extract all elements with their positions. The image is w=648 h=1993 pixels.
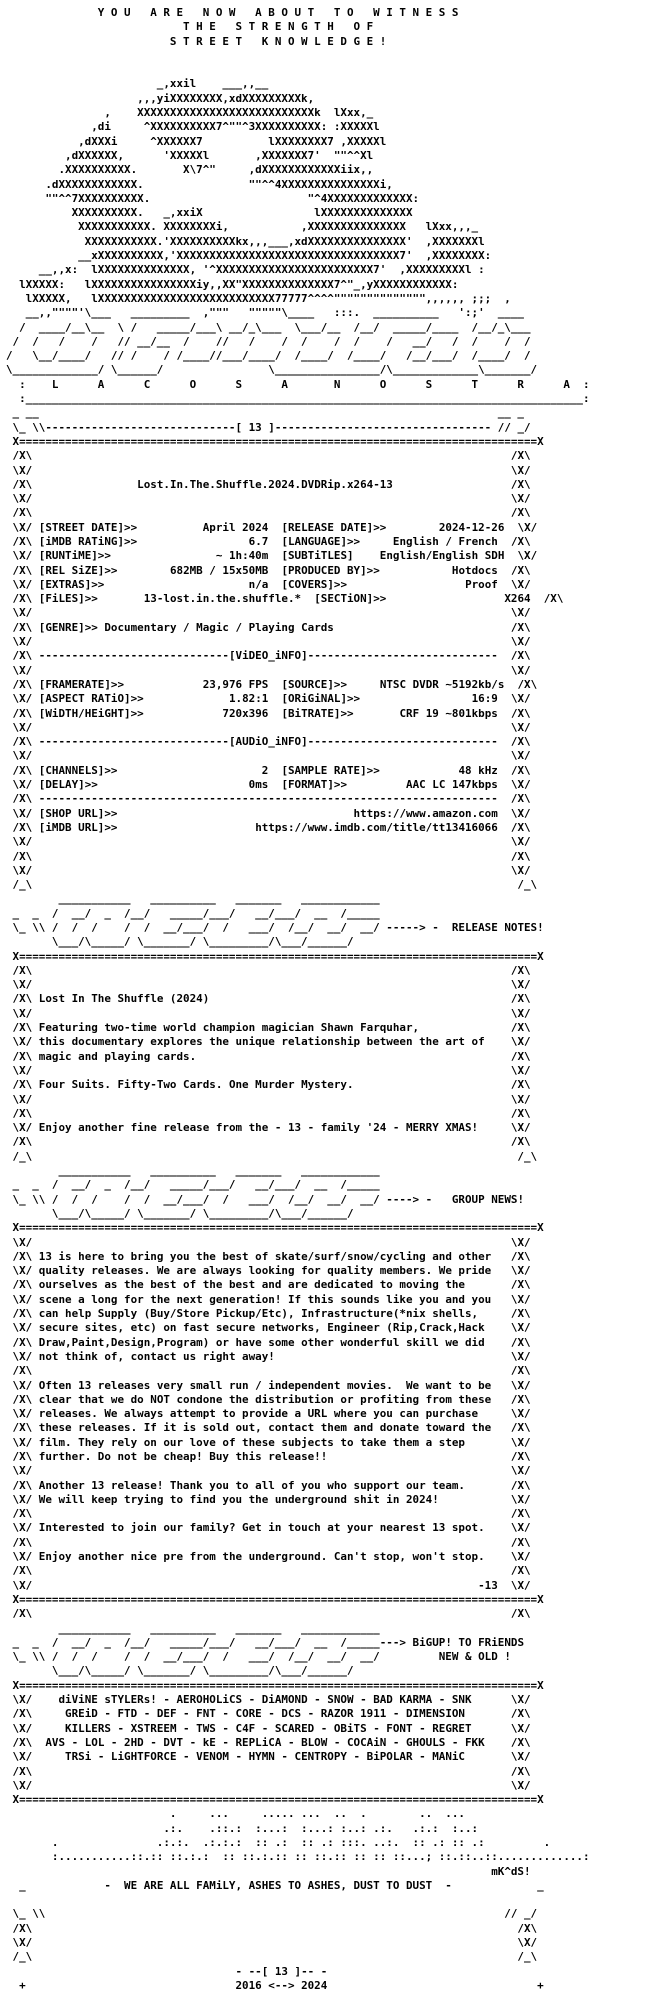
video-field-value: 23,976 FPS — [202, 677, 269, 691]
video-field-value: 720x396 — [222, 706, 269, 720]
release-field-value: April 2024 — [202, 520, 269, 534]
video-field-value: 1.82:1 — [228, 692, 269, 706]
group-news-line: scene a long for the next generation! If this sounds like you and you — [38, 1292, 492, 1306]
group-news-line: film. They rely on our love of these subjects to take them a step — [38, 1435, 465, 1449]
group-news-line: releases. We always attempt to provide a URL where you can purchase — [38, 1407, 479, 1421]
release-field-value: 2024-12-26 — [438, 520, 505, 534]
video-field-value: NTSC DVDR ~5192kb/s — [379, 677, 505, 691]
video-field-label: [FRAMERATE]>> — [38, 677, 125, 691]
footer-group-tag: - --[ 13 ]-- - — [235, 1964, 328, 1978]
release-field-label: [SUBTiTLES] — [281, 549, 354, 563]
release-field-value: Proof — [465, 577, 498, 591]
release-field-value: 682MB / 15x50MB — [169, 563, 269, 577]
footer-logo-art: .:. .::.: :...: :...: :..: .:. .:.: :..: — [6, 1821, 479, 1835]
release-field-label: [EXTRAS]>> — [38, 577, 105, 591]
footer-motto: - WE ARE ALL FAMiLY, ASHES TO ASHES, DUST TO DUST - — [104, 1878, 452, 1892]
footer-logo-art: :...........::.:: ::.:.: :: ::.:.:: :: ::.:: :: :: ::...; ::.::..::.............: — [6, 1850, 590, 1864]
lacosanostra-logo-art: XXXXXXXXXXX. XXXXXXXXi, ,XXXXXXXXXXXXXXX lXxx,,,_ — [6, 220, 479, 234]
greeted-groups-line: TRSi - LiGHTFORCE - VENOM - HYMN - CENTROPY - BiPOLAR - MANiC — [65, 1750, 465, 1764]
release-field-label: [FiLES]>> — [38, 592, 98, 606]
lacosanostra-logo-art: ,di ^XXXXXXXXXX7^""^3XXXXXXXXXX: :XXXXXl — [6, 120, 380, 134]
movie-description-line: magic and playing cards. — [38, 1049, 197, 1063]
group-tag: 13 — [248, 420, 262, 434]
release-field-value: 6.7 — [248, 534, 269, 548]
video-field-label: [BiTRATE]>> — [281, 706, 354, 720]
greeted-groups-line: GREiD - FTD - DEF - FNT - CORE - DCS - RAZOR 1911 - DIMENSION — [65, 1707, 465, 1721]
bigup-heading-sub: NEW & OLD ! — [438, 1650, 511, 1664]
artist-signature: mK^dS! — [491, 1864, 531, 1878]
audio-field-value: AAC LC 147kbps — [406, 778, 498, 792]
audio-field-label: [SAMPLE RATE]>> — [281, 763, 380, 777]
movie-description-line: Featuring two-time world champion magician Shawn Farquhar, — [38, 1021, 420, 1035]
audio-field-value: 0ms — [248, 778, 269, 792]
audio-field-label: [CHANNELS]>> — [38, 763, 118, 777]
group-news-line: can help Supply (Buy/Store Pickup/Etc), Infrastructure(*nix shells, — [38, 1307, 479, 1321]
lacosanostra-logo-art: .XXXXXXXXXX. X\7^" ,dXXXXXXXXXXXXiix,, — [6, 163, 374, 177]
url-value: https://www.amazon.com — [353, 806, 498, 820]
release-field-label: [REL SiZE]>> — [38, 563, 118, 577]
release-field-label: [COVERS]>> — [281, 577, 348, 591]
lacosanostra-logo-art: __,,""""'\___ _________ ,""" """""\____ :::. __________ ':;' ____ — [6, 306, 524, 320]
release-field-label: [STREET DATE]>> — [38, 520, 138, 534]
movie-description-line: this documentary explores the unique relationship between the art of — [38, 1035, 485, 1049]
lacosanostra-logo-art: ,dXXXi ^XXXXXX7 lXXXXXXXX7 ,XXXXXl — [6, 134, 387, 148]
movie-title: Lost In The Shuffle (2024) — [38, 992, 210, 1006]
release-field-label: [iMDB RATiNG]>> — [38, 534, 138, 548]
audio-field-value: 2 — [261, 763, 269, 777]
lacosanostra-logo-art: ,,,yiXXXXXXXX,xdXXXXXXXXXk, — [6, 91, 315, 105]
lacosanostra-logo-art: / / / / // __/__ / // / / / / / / __/ / / / / — [6, 334, 531, 348]
lacosanostra-logo-art: XXXXXXXXXXX.'XXXXXXXXXXkx,,,___,xdXXXXXXXXXXXXXXX' ,XXXXXXXl — [6, 234, 485, 248]
group-news-line: further. Do not be cheap! Buy this release!! — [38, 1449, 328, 1463]
group-news-line: Draw,Paint,Design,Program) or have some other wonderful skill we did — [38, 1335, 485, 1349]
lacosanostra-logo-art: XXXXXXXXXX. _,xxiX lXXXXXXXXXXXXXX — [6, 206, 413, 220]
release-field-label: [RELEASE DATE]>> — [281, 520, 387, 534]
lacosanostra-logo-art: _,xxil ___,,__ — [6, 77, 269, 91]
release-field-value: n/a — [248, 577, 269, 591]
greeted-groups-line: KILLERS - XSTREEM - TWS - C4F - SCARED - OBiTS - FONT - REGRET — [65, 1721, 472, 1735]
group-news-line: Often 13 releases very small run / independent movies. We want to be — [38, 1378, 492, 1392]
url-value: https://www.imdb.com/title/tt13416066 — [255, 820, 498, 834]
release-field-label: [PRODUCED BY]>> — [281, 563, 380, 577]
video-field-value: CRF 19 ~801kbps — [399, 706, 498, 720]
release-field-label: [LANGUAGE]>> — [281, 534, 361, 548]
lacosanostra-logo-art: / \__/____/ // / / /____//___/____/ /____/ /____/ /__/___/ /____/ / — [6, 349, 531, 363]
group-news-line: not think of, contact us right away! — [38, 1349, 275, 1363]
lacosanostra-logo-art: \_____________/ \______/ \________________/\_____________\_______/ — [6, 363, 538, 377]
group-news-line: these releases. If it is sold out, contact them and donate toward the — [38, 1421, 492, 1435]
release-field-label: [RUNTiME]>> — [38, 549, 111, 563]
nfo-text-block: Y O U A R E N O W A B O U T T O W I T N E S S T H E S T R E N G T H O F S T R E E T K N O W L E D G E ! _,xxil ___,,__ ,,,yiXXXXXXXX,xdXXXXXXXXXk, , XXXXXXXXXXXXXXXXXXXXXXXXXXXk lXxx,_ ,di ^XXXXXXXXXX7^""^3XXXXXXXXXX: :XXXXXl ,dXXXi ^XXXXXX7 lXXXXXXXX7 ,XXXXXl ,dXXXXXX, 'XXXXXl ,XXXXXXX7' ""^^Xl .XXXXXXXXXX. X\7^" ,dXXXXXXXXXXXXiix,, .dXXXXXXXXXXXX. ""^^4XXXXXXXXXXXXXXXi, ""^^7XXXXXXXXXX. "^4XXXXXXXXXXXXX: XXXXXXXXXX. _,xxiX lXXXXXXXXXXXXXX XXXXXXXXXXX. XXXXXXXXi, ,XXXXXXXXXXXXXXX lXxx,,,_ XXXXXXXXXXX.'XXXXXXXXXXkx,,,___,xdXXXXXXXXXXXXXXX' ,XXXXXXXl __xXXXXXXXXXX,'XXXXXXXXXXXXXXXXXXXXXXXXXXXXXXXXXX7' ,XXXXXXXX: __,,x: lXXXXXXXXXXXXXX, '^XXXXXXXXXXXXXXXXXXXXXXXX7' ,XXXXXXXXXl : lXXXXX: lXXXXXXXXXXXXXXXXiy,,XX"XXXXXXXXXXXXXX7^"_,yXXXXXXXXXXXX: lXXXXX, lXXXXXXXXXXXXXXXXXXXXXXXXXXX77777^^^^"""""""""""""",,,,,, ;;; , __,,""""'\___ _________ ,""" """""\____ :::. __________ ':;' ____ / ____/__\__ \ / _____/___\ __/_\___ \___/__ /__/ _____/____ /__/_\___ / / / / // __/__ / // / / / / / / __/ / / / / / \__/____/ // / / /____//___/____/ /____/ /____/ /__/___/ /____/ / \_____________/ \______/ \________________/\_____________\_______/ : L A C O S A N O S T R A : :_____________________________________________________________________________________: _ __ __ _ \_ \\-----------------------------[ 13 ]--------------------------------- // _/ X===============================================================================X /X\ /X\ \X/ \X/ /X\ Lost.In.The.Shuffle.2024.DVDRip.x264-13 /X\ \X/ \X/ /X\ /X\ \X/ [STREET DATE]>> April 2024 [RELEASE DATE]>> 2024-12-26 \X/ /X\ [iMDB RATiNG]>> 6.7 [LANGUAGE]>> English / French /X\ \X/ [RUNTiME]>> ~ 1h:40m [SUBTiTLES] English/English SDH \X/ /X\ [REL SiZE]>> 682MB / 15x50MB [PRODUCED BY]>> Hotdocs /X\ \X/ [EXTRAS]>> n/a [COVERS]>> Proof \X/ /X\ [FiLES]>> 13-lost.in.the.shuffle.* [SECTiON]>> X264 /X\ \X/ \X/ /X\ [GENRE]>> Documentary / Magic / Playing Cards /X\ \X/ \X/ /X\ -----------------------------[ViDEO_iNFO]----------------------------- /X\ \X/ \X/ /X\ [FRAMERATE]>> 23,976 FPS [SOURCE]>> NTSC DVDR ~5192kb/s /X\ \X/ [ASPECT RATiO]>> 1.82:1 [ORiGiNAL]>> 16:9 \X/ /X\ [WiDTH/HEiGHT]>> 720x396 [BiTRATE]>> CRF 19 ~801kbps /X\ \X/ \X/ /X\ -----------------------------[AUDiO_iNFO]----------------------------- /X\ \X/ \X/ /X\ [CHANNELS]>> 2 [SAMPLE RATE]>> 48 kHz /X\ \X/ [DELAY]>> 0ms [FORMAT]>> AAC LC 147kbps \X/ /X\ ---------------------------------------------------------------------- /X\ \X/ [SHOP URL]>> https://www.amazon.com \X/ /X\ [iMDB URL]>> https://www.imdb.com/title/tt13416066 /X\ \X/ \X/ /X\ /X\ \X/ \X/ /_\ /_\ ___________ __________ _______ ____________ _ _ / __/ _ /__/ _____/___/ __/___/ __ /_____ \_ \\ / / / / / __/___/ / ___/ /__/ __/ __/ -----> - RELEASE NOTES! \___/\_____/ \_______/ \_________/\___/______/ X===============================================================================X /X\ /X\ \X/ \X/ /X\ Lost In The Shuffle (2024) /X\ \X/ \X/ /X\ Featuring two-time world champion magician Shawn Farquhar, /X\ \X/ this documentary explores the unique relationship between the art of \X/ /X\ magic and playing cards. /X\ \X/ \X/ /X\ Four Suits. Fifty-Two Cards. One Murder Mystery. /X\ \X/ \X/ /X\ /X\ \X/ Enjoy another fine release from the - 13 - family '24 - MERRY XMAS! \X/ /X\ /X\ /_\ /_\ ___________ __________ _______ ____________ _ _ / __/ _ /__/ _____/___/ __/___/ __ /_____ \_ \\ / / / / / __/___/ / ___/ /__/ __/ __/ ----> - GROUP NEWS! \___/\_____/ \_______/ \_________/\___/______/ X===============================================================================X \X/ \X/ /X\ 13 is here to bring you the best of skate/surf/snow/cycling and other /X\ \X/ quality releases. We are always looking for quality members. We pride \X/ /X\ ourselves as the best of the best and are dedicated to moving the /X\ \X/ scene a long for the next generation! If this sounds like you and you \X/ /X\ can help Supply (Buy/Store Pickup/Etc), Infrastructure(*nix shells, /X\ \X/ secure sites, etc) on fast secure networks, Engineer (Rip,Crack,Hack \X/ /X\ Draw,Paint,Design,Program) or have some other wonderful skill we did /X\ \X/ not think of, contact us right away! \X/ /X\ /X\ \X/ Often 13 releases very small run / independent movies. We want to be \X/ /X\ clear that we do NOT condone the distribution or profiting from these /X\ \X/ releases. We always attempt to provide a URL where you can purchase \X/ /X\ these releases. If it is sold out, contact them and donate toward the /X\ \X/ film. They rely on our love of these subjects to take them a step \X/ /X\ further. Do not be cheap! Buy this release!! /X\ \X/ \X/ /X\ Another 13 release! Thank you to all of you who support our team. /X\ \X/ We will keep trying to find you the underground shit in 2024! \X/ /X\ /X\ \X/ Interested to join our family? Get in touch at your nearest 13 spot. \X/ /X\ /X\ \X/ Enjoy another nice pre from the underground. Can't stop, won't stop. \X/ /X\ /X\ \X/ -13 \X/ X===============================================================================X /X\ /X\ ___________ __________ _______ ____________ _ _ / __/ _ /__/ _____/___/ __/___/ __ /_____---> BiGUP! TO FRiENDS \_ \\ / / / / / __/___/ / ___/ /__/ __/ __/ NEW & OLD ! \___/\_____/ \_______/ \_________/\___/______/ X===============================================================================X \X/ diViNE sTYLERs! - AEROHOLiCS - DiAMOND - SNOW - BAD KARMA - SNK \X/ /X\ GREiD - FTD - DEF - FNT - CORE - DCS - RAZOR 1911 - DIMENSION /X\ \X/ KILLERS - XSTREEM - TWS - C4F - SCARED - OBiTS - FONT - REGRET \X/ /X\ AVS - LOL - 2HD - DVT - kE - REPLiCA - BLOW - COCAiN - GHOULS - FKK /X\ \X/ TRSi - LiGHTFORCE - VENOM - HYMN - CENTROPY - BiPOLAR - MANiC \X/ /X\ /X\ \X/ \X/ X===============================================================================X . ... ..... ... .. . .. ... .:. .::.: :...: :...: :..: .:. .:.: :..: . .:.:. .:.:.: :: .: :: .: :::. ..:. :: .: :: .: . :...........::.:: ::.:.: :: ::.:.:: :: ::.:: :: :: ::...; ::.::..::.............: mK^dS! _ - WE ARE ALL FAMiLY, ASHES TO ASHES, DUST TO DUST - _ \_ \\ // _/ /X\ /X\ \X/ \X/ /_\ /_\ - --[ 13 ]-- - + 2016 <--> 2024 + — [6, 6, 590, 1992]
group-news-line: Enjoy another nice pre from the underground. Can't stop, won't stop. — [38, 1550, 485, 1564]
group-news-signature: -13 — [478, 1578, 498, 1592]
lacosanostra-logo-art: , XXXXXXXXXXXXXXXXXXXXXXXXXXXk lXxx,_ — [6, 106, 374, 120]
greeted-groups-line: AVS - LOL - 2HD - DVT - kE - REPLiCA - BLOW - COCAiN - GHOULS - FKK — [45, 1735, 485, 1749]
lacosanostra-logo-art: / ____/__\__ \ / _____/___\ __/_\___ \___/__ /__/ _____/____ /__/_\___ — [6, 320, 531, 334]
movie-tagline: Four Suits. Fifty-Two Cards. One Murder Mystery. — [38, 1078, 354, 1092]
lacosanostra-logo-art: __xXXXXXXXXXX,'XXXXXXXXXXXXXXXXXXXXXXXXXXXXXXXXXX7' ,XXXXXXXX: — [6, 249, 492, 263]
greeted-groups-line: diViNE sTYLERs! - AEROHOLiCS - DiAMOND - SNOW - BAD KARMA - SNK — [58, 1693, 472, 1707]
audio-field-label: [DELAY]>> — [38, 778, 98, 792]
group-news-line: secure sites, etc) on fast secure networks, Engineer (Rip,Crack,Hack — [38, 1321, 485, 1335]
lacosanostra-logo-art: : L A C O S A N O S T R A : — [6, 377, 590, 391]
lacosanostra-logo-art: :_____________________________________________________________________________________: — [6, 392, 590, 406]
bigup-heading: BiGUP! TO FRiENDS — [412, 1635, 524, 1649]
video-field-label: [SOURCE]>> — [281, 677, 348, 691]
release-field-value: Hotdocs — [451, 563, 498, 577]
release-field-value: X264 — [504, 592, 531, 606]
lacosanostra-logo-art: lXXXXX: lXXXXXXXXXXXXXXXXiy,,XX"XXXXXXXXXXXXXX7^"_,yXXXXXXXXXXXX: — [6, 277, 459, 291]
release-closing: Enjoy another fine release from the - 13 - family '24 - MERRY XMAS! — [38, 1121, 479, 1135]
release-field-value: ~ 1h:40m — [215, 549, 269, 563]
lacosanostra-logo-art: ,dXXXXXX, 'XXXXXl ,XXXXXXX7' ""^^Xl — [6, 148, 374, 162]
release-title: Lost.In.The.Shuffle.2024.DVDRip.x264-13 — [137, 477, 393, 491]
url-label: [SHOP URL]>> — [38, 806, 118, 820]
footer-years: 2016 <--> 2024 — [235, 1978, 328, 1992]
video-info-header: [ViDEO_iNFO] — [228, 649, 308, 663]
video-field-label: [ORiGiNAL]>> — [281, 692, 361, 706]
group-news-line: 13 is here to bring you the best of skate/surf/snow/cycling and other — [38, 1249, 492, 1263]
intro-line: Y O U A R E N O W A B O U T T O W I T N E S S — [97, 6, 459, 19]
release-field-value: 13-lost.in.the.shuffle.* — [143, 592, 302, 606]
footer-logo-art: . ... ..... ... .. . .. ... — [6, 1807, 465, 1821]
group-news-line: We will keep trying to find you the underground shit in 2024! — [38, 1492, 439, 1506]
audio-field-value: 48 kHz — [458, 763, 498, 777]
lacosanostra-logo-art: __,,x: lXXXXXXXXXXXXXX, '^XXXXXXXXXXXXXXXXXXXXXXXX7' ,XXXXXXXXXl : — [6, 263, 485, 277]
release-field-value: English/English SDH — [379, 549, 505, 563]
release-notes-heading: RELEASE NOTES! — [451, 921, 544, 934]
group-news-line: Interested to join our family? Get in touch at your nearest 13 spot. — [38, 1521, 485, 1535]
genre-label: [GENRE]>> — [38, 620, 98, 634]
group-news-line: Another 13 release! Thank you to all of you who support our team. — [38, 1478, 465, 1492]
intro-line: S T R E E T K N O W L E D G E ! — [169, 34, 387, 48]
audio-info-header: [AUDiO_iNFO] — [228, 735, 308, 749]
release-field-label: [SECTiON]>> — [314, 592, 387, 606]
lacosanostra-logo-art: .dXXXXXXXXXXXX. ""^^4XXXXXXXXXXXXXXXi, — [6, 177, 393, 191]
audio-field-label: [FORMAT]>> — [281, 778, 348, 792]
lacosanostra-logo-art: ""^^7XXXXXXXXXX. "^4XXXXXXXXXXXXX: — [6, 191, 420, 205]
group-news-line: quality releases. We are always looking for quality members. We pride — [38, 1264, 492, 1278]
video-field-value: 16:9 — [471, 692, 498, 706]
lacosanostra-logo-art: lXXXXX, lXXXXXXXXXXXXXXXXXXXXXXXXXXX77777^^^^"""""""""""""",,,,,, ;;; , — [6, 291, 511, 305]
group-news-line: clear that we do NOT condone the distribution or profiting from these — [38, 1392, 492, 1406]
group-news-line: ourselves as the best of the best and are dedicated to moving the — [38, 1278, 465, 1292]
release-field-value: English / French — [392, 534, 498, 548]
url-label: [iMDB URL]>> — [38, 820, 118, 834]
video-field-label: [WiDTH/HEiGHT]>> — [38, 706, 144, 720]
group-news-heading: GROUP NEWS! — [451, 1192, 524, 1206]
footer-logo-art: . .:.:. .:.:.: :: .: :: .: :::. ..:. :: .: :: .: . — [6, 1836, 551, 1849]
intro-line: T H E S T R E N G T H O F — [183, 20, 374, 34]
genre-value: Documentary / Magic / Playing Cards — [104, 620, 334, 634]
video-field-label: [ASPECT RATiO]>> — [38, 692, 144, 706]
